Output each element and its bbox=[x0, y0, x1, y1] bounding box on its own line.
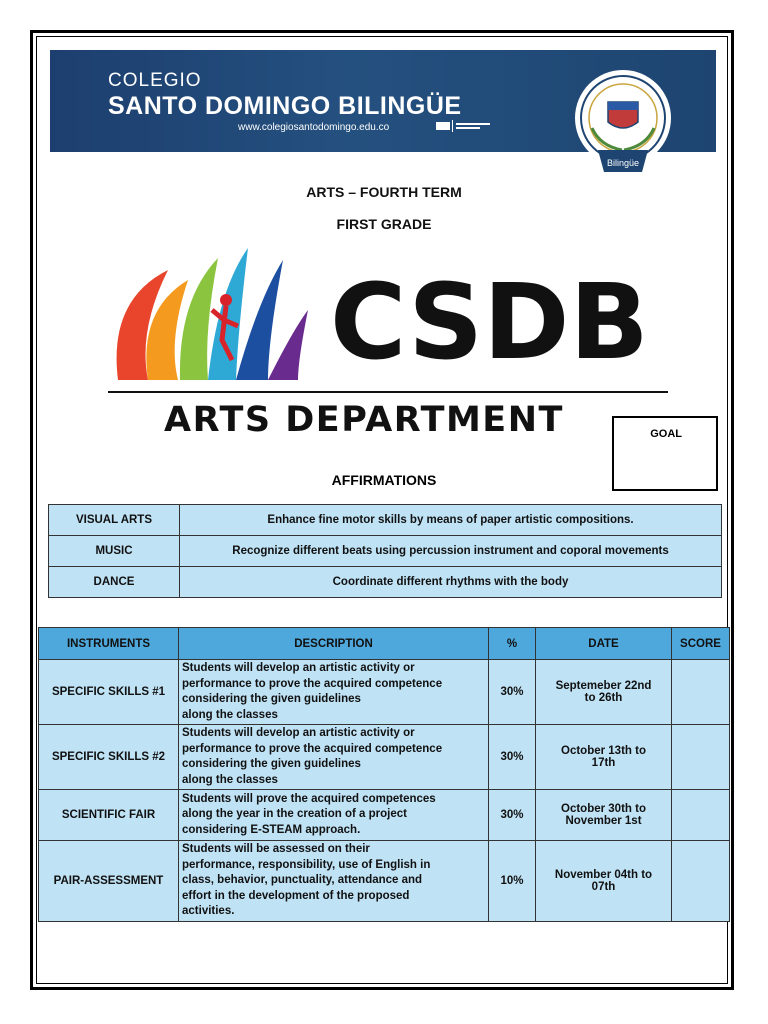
description-line: Students will be assessed on their bbox=[182, 843, 370, 856]
description-line: Students will develop an artistic activity or bbox=[182, 727, 415, 739]
instrument-score[interactable] bbox=[672, 790, 730, 841]
date-line: Septemeber 22nd bbox=[555, 680, 652, 692]
instrument-percent: 10% bbox=[489, 841, 536, 922]
instrument-score[interactable] bbox=[672, 841, 730, 922]
header-description: DESCRIPTION bbox=[179, 628, 489, 660]
affirmation-area: DANCE bbox=[49, 567, 180, 598]
affirmation-text: Enhance fine motor skills by means of paper artistic compositions. bbox=[180, 505, 722, 536]
description-line: along the classes bbox=[182, 773, 278, 786]
school-name-line1: COLEGIO bbox=[108, 70, 202, 91]
instrument-percent: 30% bbox=[489, 790, 536, 841]
date-line: October 13th to bbox=[561, 745, 646, 757]
school-website: www.colegiosantodomingo.edu.co bbox=[238, 122, 390, 133]
affirmations-title: AFFIRMATIONS bbox=[331, 472, 437, 488]
instrument-name: SCIENTIFIC FAIR bbox=[39, 790, 179, 841]
instrument-score[interactable] bbox=[672, 660, 730, 725]
instrument-percent: 30% bbox=[489, 725, 536, 790]
instrument-description bbox=[179, 841, 489, 922]
school-header-banner bbox=[50, 50, 716, 168]
affirmations-table bbox=[48, 504, 722, 598]
table-row bbox=[39, 725, 730, 790]
table-row bbox=[39, 790, 730, 841]
description-line: considering the given guidelines bbox=[182, 758, 361, 770]
affirmation-row bbox=[49, 567, 722, 598]
school-seal-icon bbox=[570, 68, 676, 176]
description-line: Students will prove the acquired competences bbox=[182, 792, 436, 805]
description-line: along the classes bbox=[182, 708, 278, 721]
instrument-score[interactable] bbox=[672, 725, 730, 790]
csdb-arts-logo bbox=[108, 240, 668, 400]
term-title: ARTS – FOURTH TERM bbox=[306, 184, 462, 200]
instrument-name: PAIR-ASSESSMENT bbox=[39, 841, 179, 922]
header-date: DATE bbox=[536, 628, 672, 660]
csdb-logo-text: CSDB bbox=[330, 261, 649, 383]
affirmation-row bbox=[49, 505, 722, 536]
instrument-date bbox=[536, 790, 672, 841]
table-header-row bbox=[39, 628, 730, 660]
description-line: activities. bbox=[182, 905, 235, 918]
affirmation-text: Recognize different beats using percussion instrument and coporal movements bbox=[180, 536, 722, 567]
date-line: 17th bbox=[591, 757, 616, 769]
arts-department-title: ARTS DEPARTMENT bbox=[164, 400, 564, 440]
certification-mark bbox=[436, 120, 496, 135]
date-line: November 04th to bbox=[554, 869, 653, 881]
affirmation-row bbox=[49, 536, 722, 567]
instrument-date bbox=[536, 841, 672, 922]
description-line: considering E-STEAM approach. bbox=[182, 823, 361, 836]
description-line: performance, responsibility, use of English in bbox=[182, 858, 431, 871]
description-line: considering the given guidelines bbox=[182, 693, 361, 705]
goal-label: GOAL bbox=[650, 428, 682, 440]
instrument-description bbox=[179, 660, 489, 725]
description-line: performance to prove the acquired competence bbox=[182, 742, 443, 755]
header-score: SCORE bbox=[672, 628, 730, 660]
date-line: to 26th bbox=[584, 692, 623, 704]
seal-ribbon-text: Bilingüe bbox=[606, 158, 640, 168]
table-row bbox=[39, 841, 730, 922]
instrument-name: SPECIFIC SKILLS #1 bbox=[39, 660, 179, 725]
header-percent: % bbox=[489, 628, 536, 660]
school-name-line2: SANTO DOMINGO BILINGÜE bbox=[108, 92, 462, 120]
instruments-table bbox=[38, 627, 730, 922]
affirmation-area: VISUAL ARTS bbox=[49, 505, 180, 536]
description-line: along the year in the creation of a project bbox=[182, 808, 407, 821]
instrument-description bbox=[179, 790, 489, 841]
instrument-name: SPECIFIC SKILLS #2 bbox=[39, 725, 179, 790]
date-line: November 1st bbox=[565, 815, 642, 827]
table-row bbox=[39, 660, 730, 725]
date-line: October 30th to bbox=[561, 803, 646, 815]
description-line: class, behavior, punctuality, attendance and bbox=[182, 874, 423, 887]
description-line: Students will develop an artistic activity or bbox=[182, 662, 415, 674]
instrument-description bbox=[179, 725, 489, 790]
header-instruments: INSTRUMENTS bbox=[39, 628, 179, 660]
description-line: performance to prove the acquired competence bbox=[182, 677, 443, 690]
affirmation-area: MUSIC bbox=[49, 536, 180, 567]
affirmation-text: Coordinate different rhythms with the body bbox=[180, 567, 722, 598]
date-line: 07th bbox=[591, 881, 616, 893]
grade-title: FIRST GRADE bbox=[336, 216, 432, 232]
description-line: effort in the development of the proposed bbox=[182, 889, 410, 902]
instrument-percent: 30% bbox=[489, 660, 536, 725]
instrument-date bbox=[536, 725, 672, 790]
instrument-date bbox=[536, 660, 672, 725]
